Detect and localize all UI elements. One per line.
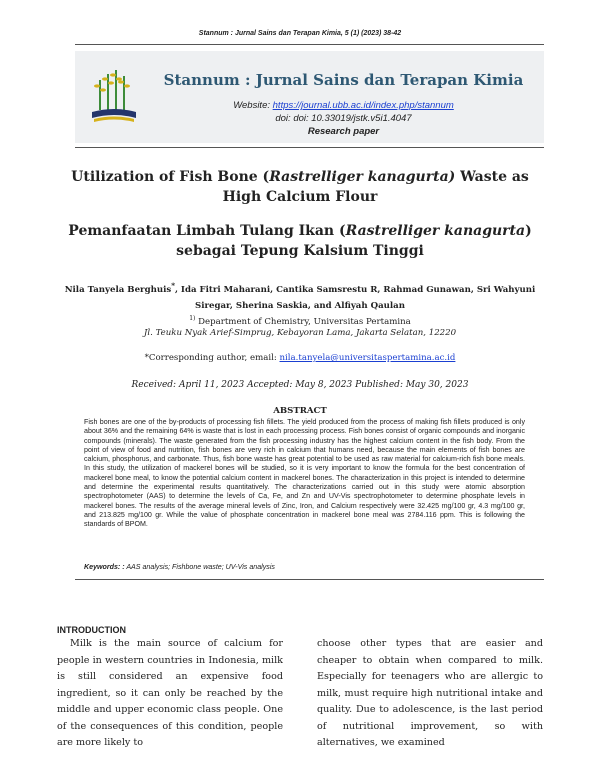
article-type: Research paper (307, 126, 380, 137)
abstract-heading: ABSTRACT (273, 406, 327, 416)
title-en-part1: Utilization of Fish Bone ( (71, 169, 270, 185)
corresponding-mark: * (171, 281, 175, 290)
website-link[interactable]: https://journal.ubb.ac.id/index.php/stannum (272, 100, 454, 111)
journal-logo-icon (86, 66, 142, 128)
affiliation-address: Jl. Teuku Nyak Arief-Simprug, Kebayoran Lama, Jakarta Selatan, 12220 (143, 328, 457, 338)
author-list (55, 278, 545, 314)
corresponding-author (60, 353, 540, 363)
title-en-species: Rastrelliger kanagurta) (269, 169, 456, 185)
introduction-left-column: Milk is the main source of calcium for people in western countries in Indonesia, milk is still considered an expensive food ingredient, so it can only be reached by the middle and upper economic class people. One of the consequences of this condition, people are more likely to (57, 638, 283, 748)
first-author: Nila Tanyela Berghuis (64, 284, 172, 295)
title-id-part2: ) sebagai Tepung Kalsium Tinggi (176, 223, 532, 259)
journal-website (145, 100, 542, 111)
header-rule (75, 44, 544, 45)
title-indonesian (60, 221, 540, 261)
keywords (84, 563, 525, 571)
title-en-part2: Waste as High Calcium Flour (222, 169, 529, 205)
affiliation-mark: 1) (189, 315, 196, 322)
website-label: Website: (233, 100, 270, 111)
corresponding-label: *Corresponding author, email: (144, 353, 280, 363)
title-english (60, 167, 540, 207)
keywords-label: Keywords: : (84, 563, 125, 571)
abstract-rule (75, 579, 544, 580)
affiliation-department: Department of Chemistry, Universitas Pertamina (195, 316, 411, 327)
journal-title: Stannum : Jurnal Sains dan Terapan Kimia (163, 71, 524, 89)
keywords-list: AAS analysis; Fishbone waste; UV-Vis analysis (124, 563, 275, 571)
introduction-heading: INTRODUCTION (57, 625, 126, 635)
running-head: Stannum : Jurnal Sains dan Terapan Kimia, 5 (1) (2023) 38-42 (198, 30, 402, 37)
affiliation (60, 315, 540, 327)
abstract-text: Fish bones are one of the by-products of processing fish fillets. The yield produced from the process of making fish fillets produced is only about 36% and the remaining 64% is waste that is lost in each processing process. Fish bones consist of organic compounds and inorganic compounds (minerals). The waste generated from the fish processing industry has the highest calcium content in the fish body. From the point of view of food and nutrition, fish bones are very rich in calcium that humans need, because the main elements of fish bones are calcium, phosphorus, and carbonate. Thus, fish bone waste has great potential to be used as raw material for calcium-rich fish bone meals. In this study, the utilization of mackerel bones will be studied, so it is very important to know the formula for the best concentration of mackerel bone meal, to know the potential calcium content in mackerel bones. The characterization in this project is intended to determine and determine the experimental results quantitatively. The characterizations carried out in this study were atomic absorption spectrophotometer (AAS) to determine the levels of Ca, Fe, and Zn and UV-Vis spectrophotometer to determine phosphate levels in mackerel bones. The results of the average mineral levels of Zinc, Iron, and Calcium respectively were 32.425 mg/100 gr, 4.3 mg/100 gr, and 213.825 mg/100 gr. While the value of phosphate concentration in mackerel bone meal was 2784.116 ppm. This is following the standards of BPOM. (84, 418, 525, 529)
title-id-species: Rastrelliger kanagurta (345, 223, 526, 239)
title-id-part1: Pemanfaatan Limbah Tulang Ikan ( (68, 223, 346, 239)
publication-dates: Received: April 11, 2023 Accepted: May 8, 2023 Published: May 30, 2023 (131, 380, 469, 390)
introduction-right-column: choose other types that are easier and cheaper to obtain when compared to milk. Especially for teenagers who are allergic to milk, must require high nutritional intake and quality. Due to adolescence, is the last period of nutritional improvement, so with alternatives, we examined (317, 638, 543, 748)
other-authors: , Ida Fitri Maharani, Cantika Samsrestu R, Rahmad Gunawan, Sri Wahyuni Siregar, Sherina Saskia, and Alfiyah Qaulan (174, 284, 536, 311)
doi: doi: doi: 10.33019/jstk.v5i1.4047 (275, 113, 412, 124)
corresponding-email-link[interactable]: nila.tanyela@universitaspertamina.ac.id (279, 353, 456, 363)
banner-rule (75, 147, 544, 148)
